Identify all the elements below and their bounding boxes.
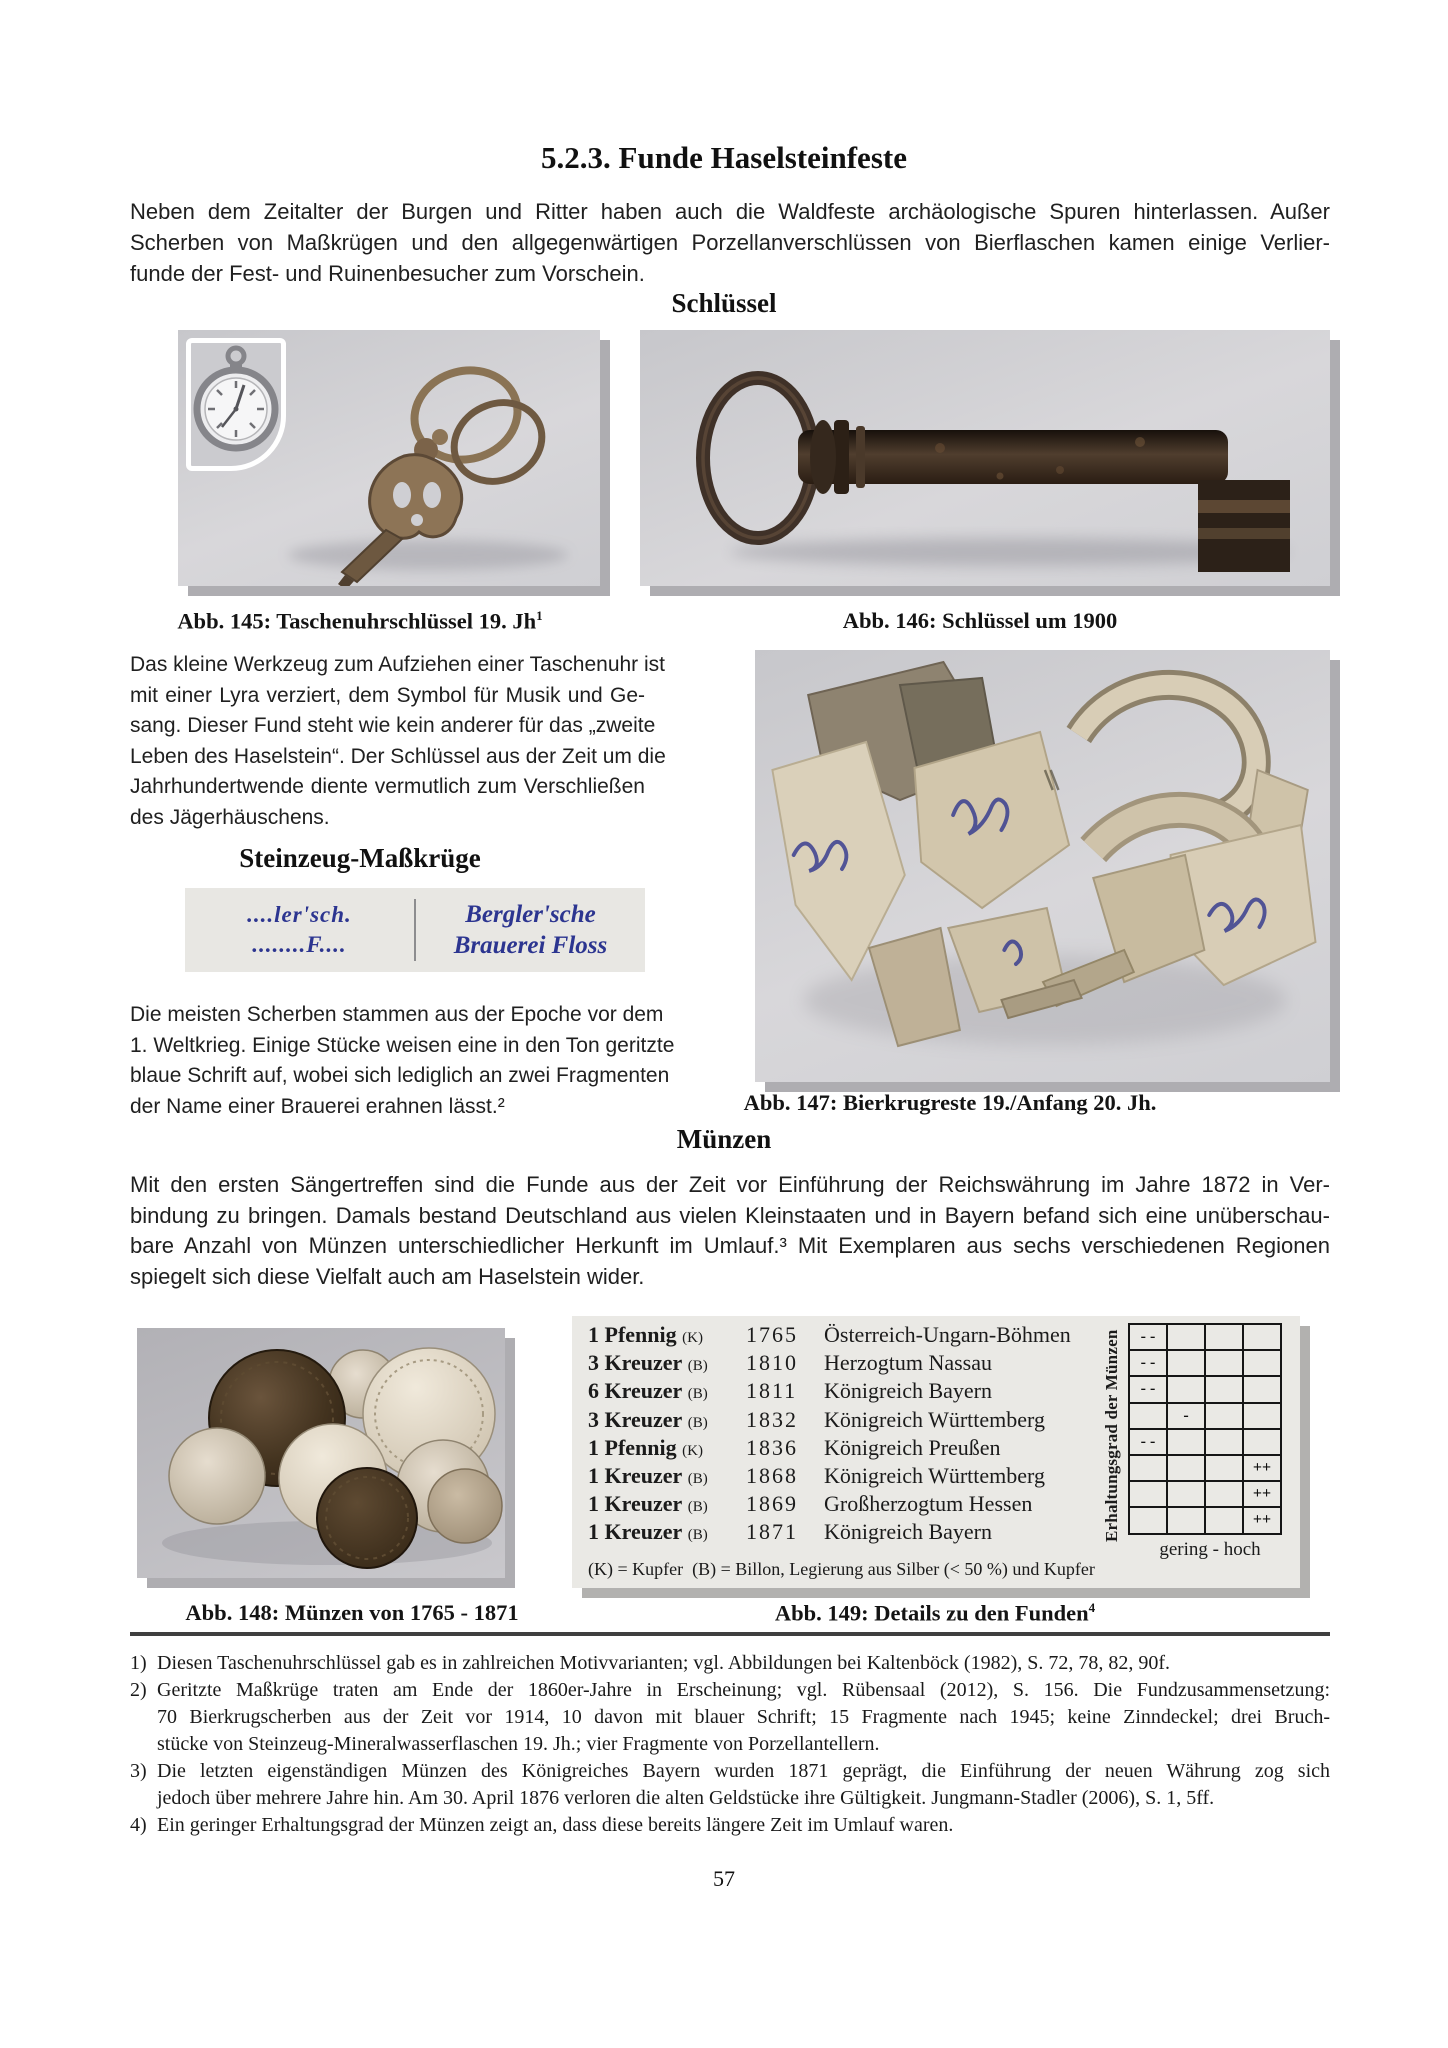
grade-cell xyxy=(1205,1481,1243,1507)
coin-denomination xyxy=(588,1435,746,1461)
grade-grid-row xyxy=(1129,1350,1281,1376)
page-title: 5.2.3. Funde Haselsteinfeste xyxy=(541,140,907,175)
grade-cell xyxy=(1243,1350,1281,1376)
coin-year: 1832 xyxy=(746,1406,798,1432)
footnote-line: stücke von Steinzeug-Mineralwasserflaschen 19. Jh.; vier Fragmente von Porzellantellern. xyxy=(157,1733,880,1755)
figure-147-photo xyxy=(755,650,1330,1082)
grade-grid-row xyxy=(1129,1429,1281,1455)
grade-cell xyxy=(1129,1455,1167,1481)
grade-cell xyxy=(1167,1455,1205,1481)
coin-denomination xyxy=(588,1350,746,1376)
footnote-3 xyxy=(130,1758,1330,1812)
body-line: bare Anzahl von Münzen unterschiedlicher Herkunft im Umlauf.³ Mit Exemplaren aus sechs verschiedenen Regionen xyxy=(130,1233,1330,1258)
body-line: bindung zu bringen. Damals bestand Deutschland aus vielen Kleinstaaten und in Bayern befand sich eine unüberschau- xyxy=(130,1202,1330,1228)
footnote-number: 3) xyxy=(130,1760,147,1782)
body-line: der Name einer Brauerei erahnen lässt.² xyxy=(130,1094,505,1118)
grade-grid-row xyxy=(1129,1403,1281,1429)
figure-147-caption: Abb. 147: Bierkrugreste 19./Anfang 20. Jh. xyxy=(743,1090,1157,1115)
grade-cell xyxy=(1205,1376,1243,1402)
grade-scale-label: gering - hoch xyxy=(1159,1538,1261,1560)
coin-row xyxy=(588,1322,1102,1350)
coin-region: Österreich-Ungarn-Böhmen xyxy=(824,1322,1071,1347)
pottery-shards-illustration xyxy=(755,650,1330,1082)
schluessel-paragraph xyxy=(130,650,666,833)
grade-cell: - - xyxy=(1129,1376,1167,1402)
denom: 1 Kreuzer xyxy=(588,1519,683,1545)
denom: 1 Pfennig xyxy=(588,1434,677,1460)
inscription-line: ........F.... xyxy=(252,932,347,957)
footnote-2 xyxy=(130,1677,1330,1758)
coin-denomination xyxy=(588,1519,746,1545)
grade-cell: - - xyxy=(1129,1350,1167,1376)
figure-145-photo xyxy=(178,330,600,586)
metal: (B) xyxy=(687,1386,708,1403)
footnote-1 xyxy=(130,1650,1330,1677)
grade-cell xyxy=(1129,1403,1167,1429)
coins-illustration xyxy=(137,1328,505,1578)
grade-grid-row xyxy=(1129,1376,1281,1402)
footnote-4 xyxy=(130,1812,1330,1839)
body-line: mit einer Lyra verziert, dem Symbol für Musik und Ge- xyxy=(130,683,645,707)
figure-149-panel xyxy=(572,1316,1300,1588)
intro-line: Scherben von Maßkrügen und den allgegenwärtigen Porzellanverschlüssen von Bierflaschen kamen einige Verlier- xyxy=(130,230,1330,255)
denom: 6 Kreuzer xyxy=(588,1378,683,1404)
coin-denomination xyxy=(588,1491,746,1517)
coin-region: Königreich Bayern xyxy=(824,1519,992,1545)
metal: (B) xyxy=(687,1527,708,1544)
coin-year: 1765 xyxy=(746,1322,798,1347)
grade-cell xyxy=(1167,1350,1205,1376)
grade-cell xyxy=(1205,1403,1243,1429)
grade-cell xyxy=(1205,1507,1243,1533)
grade-grid-row xyxy=(1129,1324,1281,1350)
denom: 1 Kreuzer xyxy=(588,1491,683,1517)
coin-region: Großherzogtum Hessen xyxy=(824,1491,1033,1517)
coin-region: Königreich Preußen xyxy=(824,1434,1001,1460)
grade-section xyxy=(1102,1322,1294,1580)
grade-cell: ++ xyxy=(1243,1481,1281,1507)
intro-paragraph xyxy=(130,196,1330,289)
grade-cell xyxy=(1243,1403,1281,1429)
grade-cell xyxy=(1129,1507,1167,1533)
coin-region: Herzogtum Nassau xyxy=(824,1350,993,1376)
coin-region: Königreich Württemberg xyxy=(824,1462,1045,1488)
body-line: Das kleine Werkzeug zum Aufziehen einer Taschenuhr ist xyxy=(130,653,666,676)
footnote-number: 4) xyxy=(130,1814,147,1836)
caption-text: Abb. 145: Taschenuhrschlüssel 19. Jh xyxy=(177,608,537,634)
grade-cell xyxy=(1167,1507,1205,1533)
coin-row xyxy=(588,1407,1102,1435)
inscription-line: Brauerei Floss xyxy=(453,932,608,959)
body-line: Die meisten Scherben stammen aus der Epoche vor dem xyxy=(130,1003,664,1026)
coin-row xyxy=(588,1378,1102,1406)
muenzen-paragraph xyxy=(130,1170,1330,1292)
coin-denomination xyxy=(588,1322,746,1348)
page-number: 57 xyxy=(713,1866,735,1891)
grade-cell xyxy=(1243,1376,1281,1402)
grade-cell xyxy=(1167,1376,1205,1402)
grade-cell xyxy=(1243,1324,1281,1350)
body-line: blaue Schrift auf, wobei sich lediglich an zwei Fragmenten xyxy=(130,1064,670,1087)
grade-cell: - xyxy=(1167,1403,1205,1429)
grade-grid xyxy=(1128,1323,1282,1535)
grade-grid-row xyxy=(1129,1455,1281,1481)
inscription-left xyxy=(185,900,414,960)
coin-row xyxy=(588,1463,1102,1491)
intro-line: funde der Fest- und Ruinenbesucher zum Vorschein. xyxy=(130,261,645,286)
coin-row xyxy=(588,1435,1102,1463)
section-heading-muenzen: Münzen xyxy=(676,1124,772,1154)
figure-148-photo xyxy=(137,1328,505,1578)
grade-cell xyxy=(1167,1481,1205,1507)
section-heading-masskruege: Steinzeug-Maßkrüge xyxy=(239,843,481,873)
body-line: 1. Weltkrieg. Einige Stücke weisen eine in den Ton geritzte xyxy=(130,1033,675,1057)
denom: 1 Kreuzer xyxy=(588,1462,683,1488)
coin-denomination xyxy=(588,1378,746,1404)
footnote-line: 70 Bierkrugscherben aus der Zeit vor 1914, 10 davon mit blauer Schrift; 15 Fragmente nach 1945; keine Zinndeckel; drei Bruch- xyxy=(157,1706,1330,1728)
body-line: sang. Dieser Fund steht wie kein anderer für das „zweite xyxy=(130,714,656,737)
intro-line: Neben dem Zeitalter der Burgen und Ritter haben auch die Waldfeste archäologische Spuren hinterlassen. Außer xyxy=(130,199,1330,224)
coin-year: 1868 xyxy=(746,1462,798,1488)
metal: (B) xyxy=(687,1499,708,1516)
coin-row xyxy=(588,1350,1102,1378)
footnote-line: Die letzten eigenständigen Münzen des Königreiches Bayern wurden 1871 geprägt, die Einführung der neuen Währung zog sich xyxy=(157,1760,1330,1782)
grade-cell: - - xyxy=(1129,1324,1167,1350)
grade-cell xyxy=(1205,1429,1243,1455)
grade-grid-wrap xyxy=(1128,1322,1294,1580)
footnotes xyxy=(130,1650,1330,1839)
body-line: Jahrhundertwende diente vermutlich zum Verschließen xyxy=(130,775,645,798)
grade-grid-row xyxy=(1129,1507,1281,1533)
iron-key-illustration xyxy=(640,330,1330,586)
grade-cell xyxy=(1167,1324,1205,1350)
inscription-box xyxy=(185,888,645,972)
metal: (K) xyxy=(682,1442,703,1459)
coin-row xyxy=(588,1519,1102,1547)
denom: 3 Kreuzer xyxy=(588,1350,683,1376)
grade-grid-row xyxy=(1129,1481,1281,1507)
denom: 1 Pfennig xyxy=(588,1322,677,1347)
metal: (B) xyxy=(687,1358,708,1375)
coin-list xyxy=(588,1322,1102,1580)
figure-149-caption xyxy=(570,1600,1300,1627)
coin-legend: (K) = Kupfer (B) = Billon, Legierung aus Silber (< 50 %) und Kupfer xyxy=(588,1559,1095,1579)
body-line: des Jägerhäuschens. xyxy=(130,805,330,829)
grade-cell xyxy=(1205,1455,1243,1481)
grade-cell xyxy=(1129,1481,1167,1507)
coin-year: 1871 xyxy=(746,1519,798,1545)
body-line: Leben des Haselstein“. Der Schlüssel aus der Zeit um die xyxy=(130,744,666,768)
metal: (K) xyxy=(682,1330,703,1346)
figure-146-caption: Abb. 146: Schlüssel um 1900 xyxy=(842,608,1118,633)
footnote-number: 1) xyxy=(130,1652,147,1674)
metal: (B) xyxy=(687,1470,708,1487)
caption-text: Abb. 149: Details zu den Funden xyxy=(774,1600,1089,1626)
inscription-line: ....ler'sch. xyxy=(247,902,352,927)
grade-cell xyxy=(1205,1350,1243,1376)
footnote-line: jedoch über mehrere Jahre hin. Am 30. April 1876 verloren die alten Geldstücke ihre Gültigkeit. Jungmann-Stadler (2006), S. 1, 5ff. xyxy=(157,1787,1215,1809)
coin-region: Königreich Württemberg xyxy=(824,1406,1045,1432)
body-line: spiegelt sich diese Vielfalt auch am Haselstein wider. xyxy=(130,1263,645,1289)
grade-cell xyxy=(1167,1429,1205,1455)
grade-cell: ++ xyxy=(1243,1455,1281,1481)
grade-cell: - - xyxy=(1129,1429,1167,1455)
coin-year: 1836 xyxy=(746,1434,798,1460)
coin-year: 1869 xyxy=(746,1491,798,1517)
pocket-watch-glyph xyxy=(191,343,281,466)
figure-145-caption xyxy=(120,608,600,635)
grade-cell xyxy=(1243,1429,1281,1455)
footnote-line: Diesen Taschenuhrschlüssel gab es in zahlreichen Motivvarianten; vgl. Abbildungen bei Kaltenböck (1982), S. 72, 78, 82, 90f. xyxy=(157,1652,1171,1674)
metal: (B) xyxy=(687,1414,708,1431)
body-line: Mit den ersten Sängertreffen sind die Funde aus der Zeit vor Einführung der Reichswährung im Jahre 1872 in Ver- xyxy=(130,1172,1330,1197)
footnote-line: Ein geringer Erhaltungsgrad der Münzen zeigt an, dass diese bereits längere Zeit im Umlauf waren. xyxy=(157,1814,954,1836)
inscription-line: Bergler'sche xyxy=(465,901,596,928)
coin-region: Königreich Bayern xyxy=(824,1378,992,1404)
coin-denomination xyxy=(588,1463,746,1489)
footnote-line: Geritzte Maßkrüge traten am Ende der 1860er-Jahre in Erscheinung; vgl. Rübensaal (2012), S. 156. Die Fundzusammensetzung: xyxy=(157,1679,1330,1701)
coin-row xyxy=(588,1491,1102,1519)
pocket-watch-icon xyxy=(186,338,286,471)
coin-denomination xyxy=(588,1407,746,1433)
footnote-rule xyxy=(130,1632,1330,1636)
grade-cell: ++ xyxy=(1243,1507,1281,1533)
grade-axis-label: Erhaltungsgrad der Münzen xyxy=(1102,1329,1121,1543)
figure-148-caption: Abb. 148: Münzen von 1765 - 1871 xyxy=(185,1600,519,1625)
section-heading-schluessel: Schlüssel xyxy=(671,288,777,318)
coin-year: 1811 xyxy=(746,1378,798,1404)
caption-footnote-ref: 1 xyxy=(536,608,543,623)
denom: 3 Kreuzer xyxy=(588,1406,683,1432)
figure-146-photo xyxy=(640,330,1330,586)
coin-year: 1810 xyxy=(746,1350,798,1376)
inscription-right xyxy=(416,899,645,961)
footnote-number: 2) xyxy=(130,1679,147,1701)
caption-footnote-ref: 4 xyxy=(1088,1600,1096,1615)
grade-cell xyxy=(1205,1324,1243,1350)
